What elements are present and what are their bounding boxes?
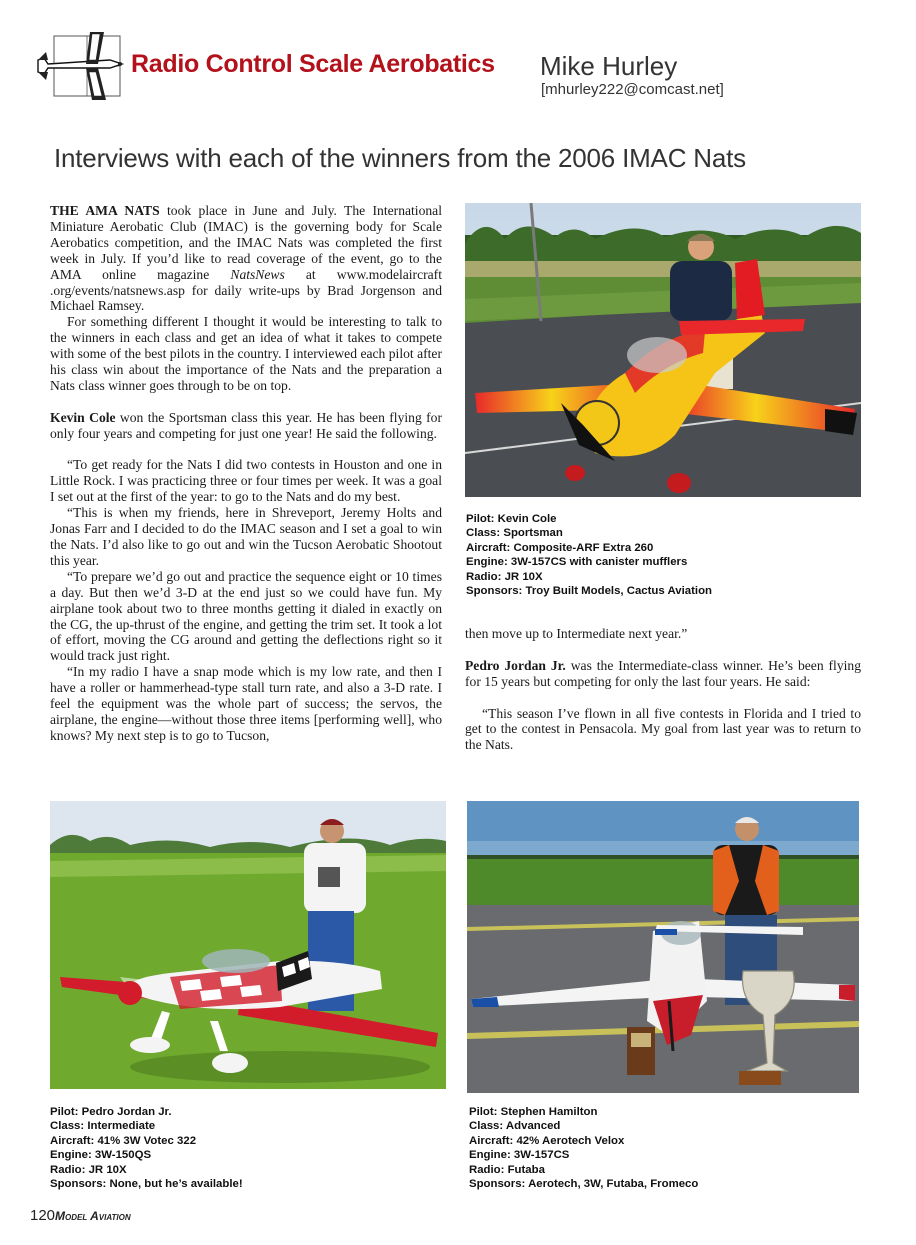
caption-sponsors: Sponsors: None, but he’s available!	[50, 1178, 243, 1191]
caption-sponsors: Sponsors: Aerotech, 3W, Futaba, Fromeco	[469, 1178, 699, 1191]
caption-radio: Radio: JR 10X	[50, 1163, 127, 1176]
caption-radio: Radio: JR 10X	[466, 570, 543, 583]
caption-class: Class: Intermediate	[50, 1120, 156, 1133]
article-right-column	[465, 626, 861, 753]
photo-caption-kevin-cole	[466, 512, 712, 598]
caption-engine: Engine: 3W-150QS	[50, 1149, 152, 1162]
kevin-cole-name: Kevin Cole	[50, 409, 116, 425]
natsnews-title: NatsNews	[230, 266, 285, 282]
caption-pilot: Pilot: Stephen Hamilton	[469, 1106, 598, 1118]
paragraph-pedro-intro	[465, 658, 861, 690]
author-email[interactable]: [mhurley222@comcast.net]	[541, 81, 724, 98]
intro-text-a: took place in June and July. The International Miniature Aerobatic Club (IMAC) is the governing body for Scale Aerobatics competition, and the IMAC Nats was completed the first week in July. If you’d like to read coverage of the event, go to the AMA online magazine	[50, 203, 442, 282]
column-logo-aerobatic-plane	[34, 30, 126, 102]
paragraph-quote-4: “In my radio I have a snap mode which is my low rate, and then I have a roller or hammerhead-type stall turn rate, and also a 3-D rate. I feel the equipment was the whole part of success; the servos, the airplane, the engine—without those three items [performing well], who knows? My next step is to go to Tucson,	[50, 664, 442, 743]
pedro-jordan-name: Pedro Jordan Jr.	[465, 657, 566, 673]
caption-aircraft: Aircraft: Composite-ARF Extra 260	[466, 541, 654, 554]
magazine-name: Model Aviation	[55, 1209, 131, 1223]
photo-caption-pedro-jordan	[50, 1105, 243, 1191]
paragraph-continued: then move up to Intermediate next year.”	[465, 626, 688, 641]
paragraph-kevin-intro	[50, 410, 442, 442]
page-number: 120	[30, 1207, 56, 1224]
intro-lead: THE AMA NATS	[50, 203, 160, 218]
caption-engine: Engine: 3W-157CS	[469, 1149, 570, 1162]
caption-sponsors: Sponsors: Troy Built Models, Cactus Aviation	[466, 585, 712, 598]
article-left-column	[50, 203, 442, 744]
photo-kevin-cole-extra-260	[465, 203, 861, 497]
caption-aircraft: Aircraft: 41% 3W Votec 322	[50, 1134, 197, 1147]
paragraph-quote-3: “To prepare we’d go out and practice the sequence eight or 10 times a day. But then we’d 3-D at the end just so we could have fun. My airplane took about two to three months getting it dialed in exactly on the CG, the up-thrust of the engine, and getting the trim set. It took a lot of effort, moving the CG around and getting the deflections right so it would track just right.	[50, 568, 442, 664]
paragraph-quote-1: “To get ready for the Nats I did two contests in Houston and one in Little Rock. I was practicing three or four times per week. It was a goal I set out at the first of the year: to go to the Nats and do my best.	[50, 457, 442, 505]
paragraph-purpose: For something different I thought it would be interesting to talk to the winners in each class and get an idea of what it takes to compete with some of the best pilots in the country. I interviewed each pilot after his class win about the importance of the Nats and the preparation a Nats class winner goes through to be on top.	[50, 314, 442, 393]
photo-caption-stephen-hamilton	[469, 1105, 698, 1191]
kevin-intro-text: won the Sportsman class this year. He has been flying for only four years and competing for just one year! He said the following.	[50, 409, 442, 441]
paragraph-quote-2: “This is when my friends, here in Shreveport, Jeremy Holts and Jonas Farr and I decided to do the IMAC season and I set a goal to win the Nats. I’d also like to go out and win the Tucson Aerobatic Shootout this year.	[50, 505, 442, 568]
photo-pedro-jordan-votec-322	[50, 801, 446, 1089]
caption-pilot: Pilot: Pedro Jordan Jr.	[50, 1106, 172, 1118]
intro-text-b: at www.modelaircraft .org/events/natsnews.asp for daily write-ups by Brad Jorgenson and Michael Ramsey.	[50, 266, 442, 314]
pedro-intro-text: was the Intermediate-class winner. He’s been flying for 15 years but competing for only the last four years. He said:	[465, 657, 861, 689]
column-title: Radio Control Scale Aerobatics	[131, 50, 495, 78]
caption-radio: Radio: Futaba	[469, 1163, 545, 1176]
caption-engine: Engine: 3W-157CS with canister mufflers	[466, 556, 688, 569]
photo-stephen-hamilton-velox	[467, 801, 859, 1093]
paragraph-pedro-quote: “This season I’ve flown in all five contests in Florida and I tried to get to the contest in Pensacola. My goal from last year was to return to the Nats.	[465, 705, 861, 753]
caption-class: Class: Sportsman	[466, 527, 563, 540]
article-headline: Interviews with each of the winners from the 2006 IMAC Nats	[54, 143, 746, 173]
author-name: Mike Hurley	[540, 51, 678, 81]
paragraph-intro	[50, 203, 442, 314]
caption-aircraft: Aircraft: 42% Aerotech Velox	[469, 1134, 625, 1147]
caption-pilot: Pilot: Kevin Cole	[466, 513, 557, 525]
caption-class: Class: Advanced	[469, 1120, 561, 1133]
